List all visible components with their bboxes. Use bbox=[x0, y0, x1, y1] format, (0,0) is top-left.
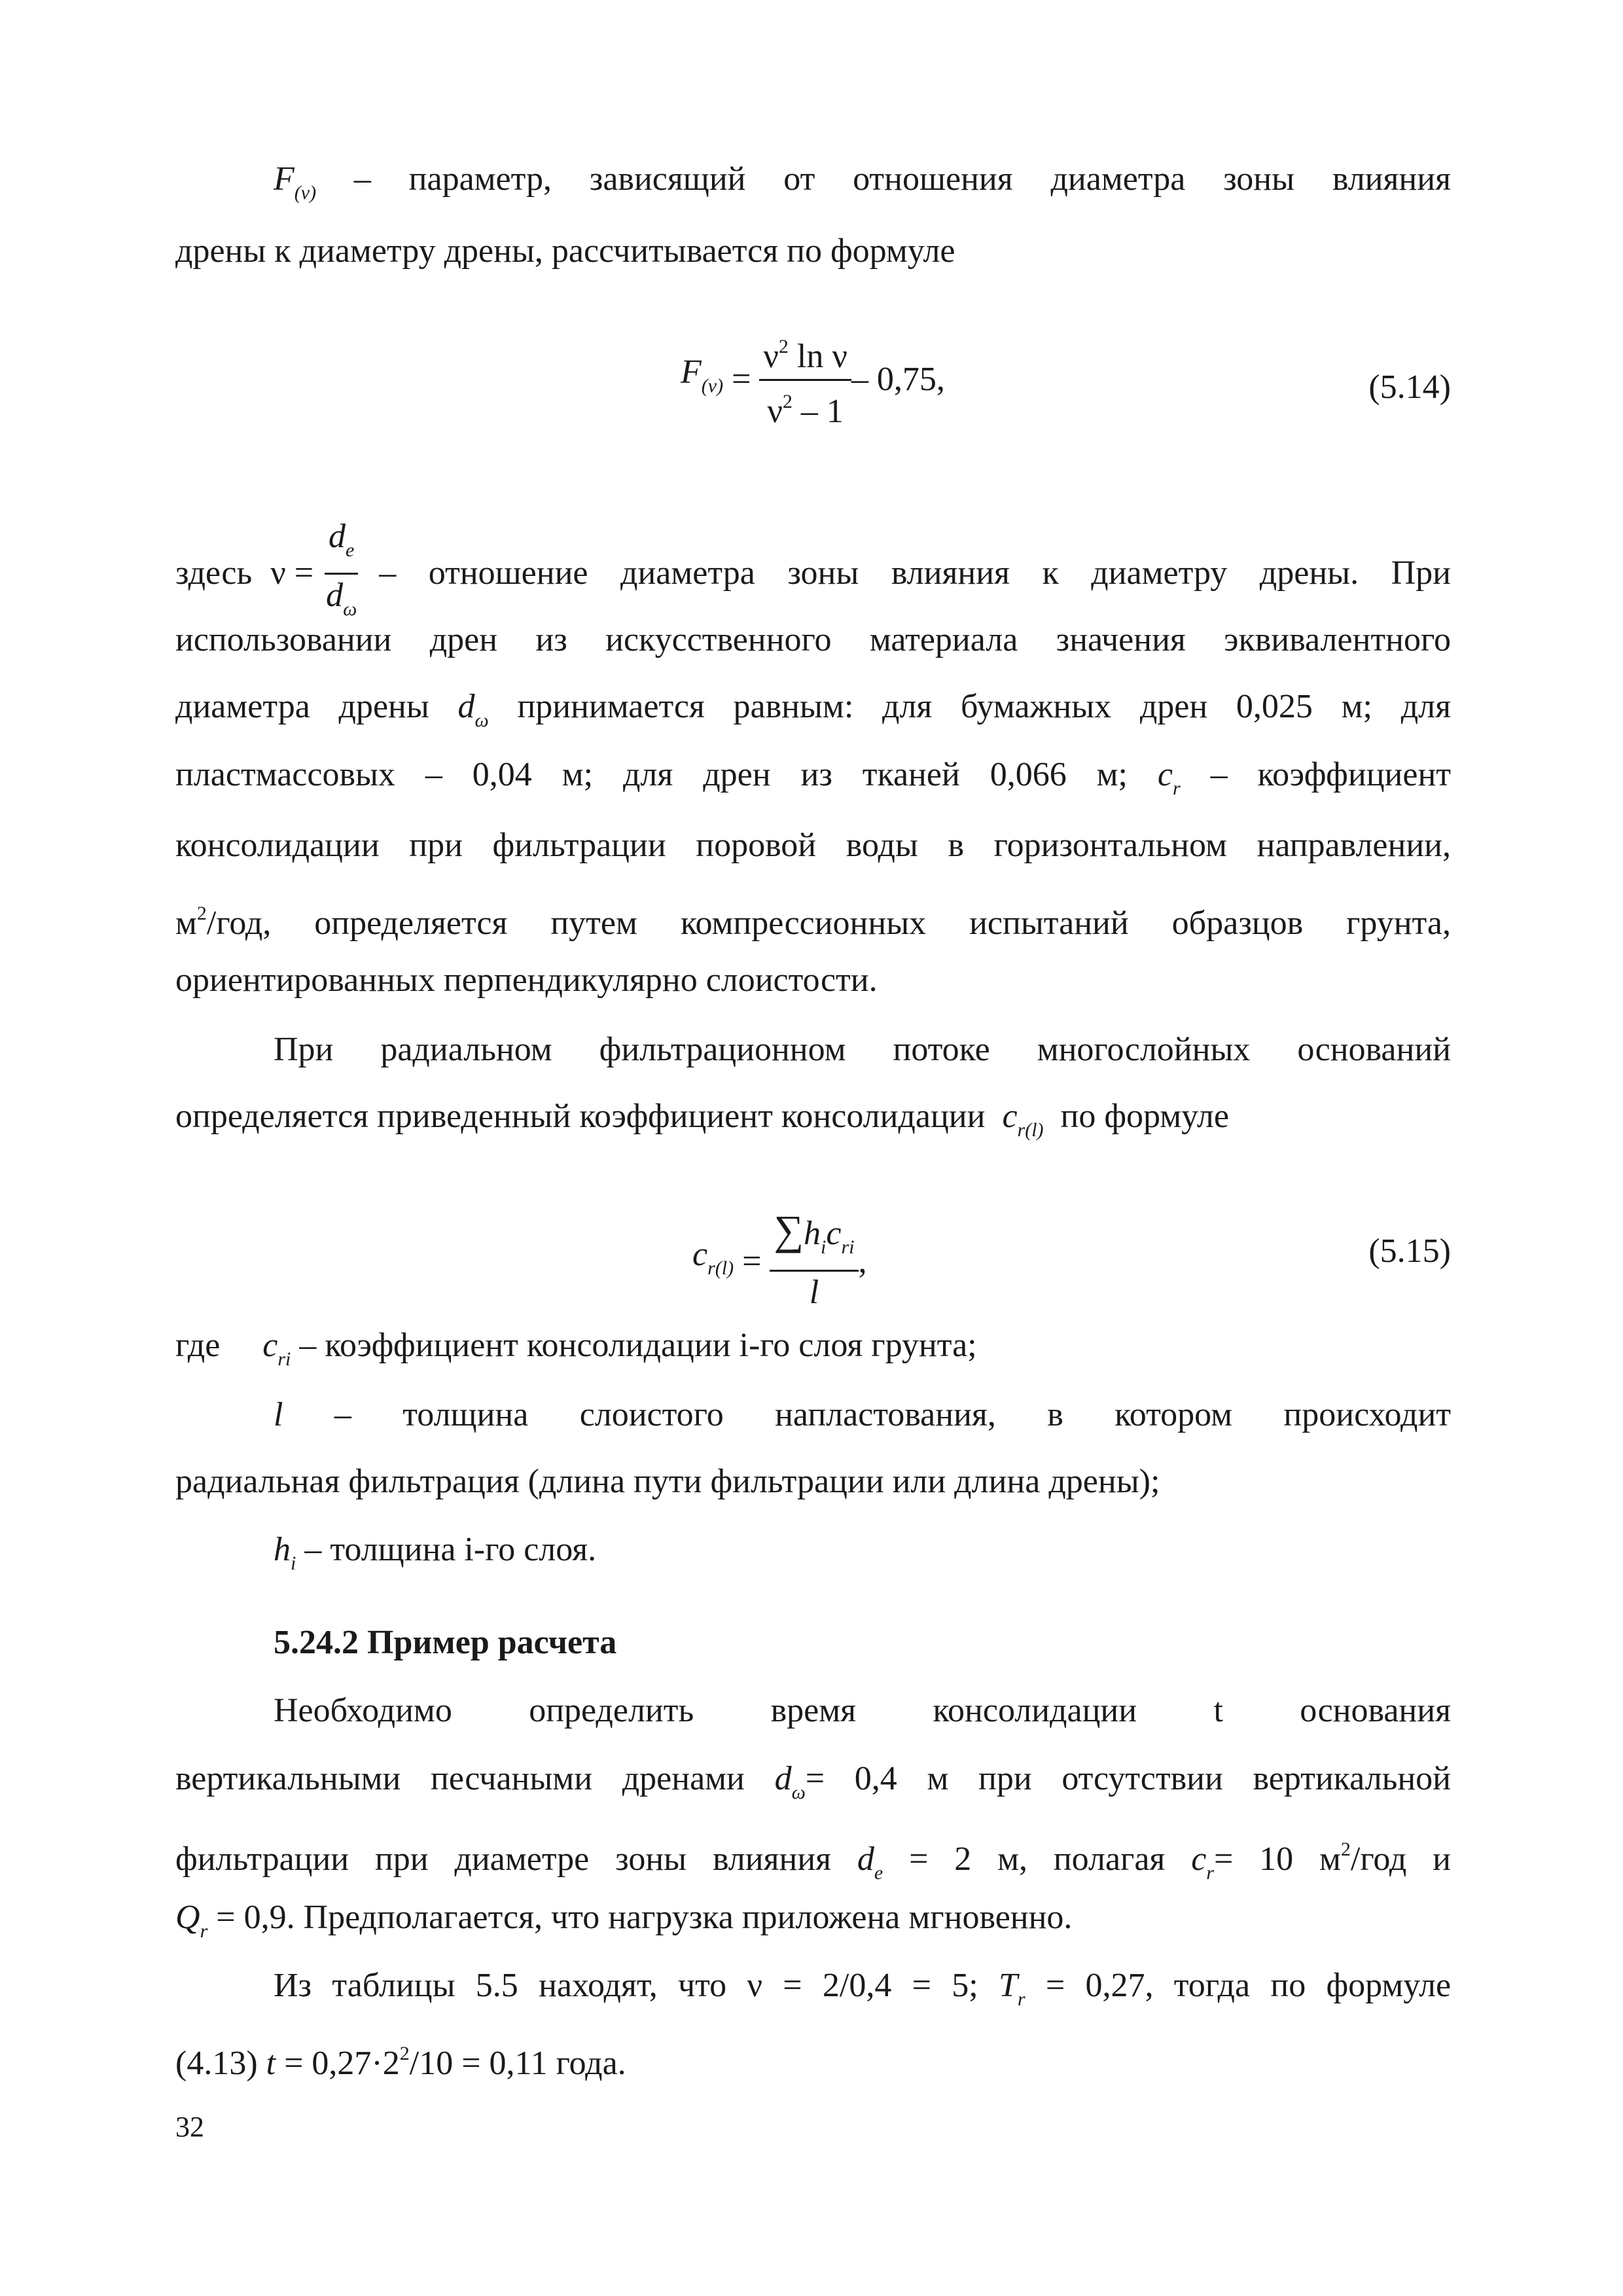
formula-5-15-lhs: $c_{r(l)}$ bbox=[692, 1236, 734, 1279]
paragraph2-line4: пластмассовых – 0,04 м; для дрен из тканей 0,066 м; $c_r$ – коэффициент bbox=[175, 756, 1451, 799]
paragraph2-line7: ориентированных перпендикулярно слоистости. bbox=[175, 961, 878, 999]
equals-sign: = bbox=[734, 1242, 770, 1280]
fraction-numerator: $\nu^2$ ln ν bbox=[759, 327, 851, 381]
formula-5-14 bbox=[681, 327, 945, 431]
example-line6: (4.13) $t = 0,27\cdot 2^2/10 = 0,11$ года. bbox=[175, 2043, 626, 2082]
formula-5-14-fraction bbox=[759, 327, 851, 431]
formula-5-14-constant: – 0,75, bbox=[851, 360, 945, 398]
paragraph2-line1 bbox=[175, 517, 1451, 629]
definition-l-line2: радиальная фильтрация (длина пути фильтрации или длина дрены); bbox=[175, 1463, 1160, 1500]
paragraph1-line1-text: – параметр, зависящий от отношения диаметра зоны влияния bbox=[316, 160, 1451, 198]
paragraph1-line2: дрены к диаметру дрены, рассчитывается по формуле bbox=[175, 232, 955, 270]
symbol-c-r: $c_r$ bbox=[1157, 756, 1181, 799]
formula-5-15-comma: , bbox=[858, 1242, 867, 1280]
formula-5-15-number: (5.15) bbox=[1368, 1232, 1451, 1270]
formula-5-15-fraction bbox=[770, 1207, 858, 1312]
symbol-d-omega: $d_\omega$ bbox=[457, 688, 489, 731]
formula-5-14-number: (5.14) bbox=[1368, 368, 1451, 406]
paragraph2-line3: диаметра дрены $d_\omega$ принимается равным: для бумажных дрен 0,025 м; для bbox=[175, 688, 1452, 731]
definition-cri: где $c_{ri}$ – коэффициент консолидации i-го слоя грунта; bbox=[175, 1327, 977, 1370]
example-line3: фильтрации при диаметре зоны влияния $d_e = 2$ м, полагая $c_r= 10$ $м^2$/год и bbox=[175, 1839, 1452, 1884]
example-line1: Необходимо определить время консолидации t основания bbox=[274, 1692, 1451, 1729]
formula-5-14-lhs: $F_{(\nu)}$ bbox=[681, 353, 724, 397]
paragraph3-line1: При радиальном фильтрационном потоке многослойных оснований bbox=[274, 1031, 1451, 1068]
definition-l: l – толщина слоистого напластования, в котором происходит bbox=[274, 1396, 1451, 1433]
paragraph2-line5: консолидации при фильтрации поровой воды в горизонтальном направлении, bbox=[175, 827, 1451, 864]
definition-hi: $h_i$ – толщина i-го слоя. bbox=[274, 1531, 597, 1574]
example-line2: вертикальными песчаными дренами $d_\omega= 0,4$ м при отсутствии вертикальной bbox=[175, 1760, 1452, 1803]
paragraph2-prefix: здесь bbox=[175, 554, 253, 592]
equals-sign: = bbox=[723, 360, 760, 398]
paragraph1-line1 bbox=[274, 158, 1451, 214]
example-line4: $Q_r = 0,9$. Предполагается, что нагрузка приложена мгновенно. bbox=[175, 1899, 1073, 1942]
symbol-c-r-l: $c_{r(l)}$ bbox=[1002, 1098, 1044, 1141]
fraction-denominator: $\nu^2 - 1$ bbox=[767, 391, 844, 430]
formula-5-15 bbox=[692, 1207, 867, 1312]
paragraph2-line1-text: – отношение диаметра зоны влияния к диаметру дрены. При bbox=[379, 554, 1451, 592]
page-number: 32 bbox=[175, 2111, 204, 2143]
nu-definition: ν = $\frac{d_e}{d_\omega}$ bbox=[270, 517, 361, 629]
paragraph2-line2: использовании дрен из искусственного материала значения эквивалентного bbox=[175, 621, 1451, 658]
section-heading: 5.24.2 Пример расчета bbox=[274, 1624, 617, 1661]
paragraph3-line2: определяется приведенный коэффициент консолидации $c_{r(l)}$ по формуле bbox=[175, 1098, 1229, 1141]
paragraph2-line6: $м^2$/год, определяется путем компрессионных испытаний образцов грунта, bbox=[175, 903, 1451, 942]
example-line5: Из таблицы 5.5 находят, что ν = 2/0,4 = 5; $T_r = 0,27$, тогда по формуле bbox=[274, 1967, 1452, 2010]
symbol-F-nu: $F_{(\nu)}$ bbox=[274, 160, 317, 204]
fraction-numerator: $\sum h_ic_{ri}$ bbox=[770, 1211, 858, 1272]
fraction-denominator: l bbox=[809, 1274, 819, 1311]
